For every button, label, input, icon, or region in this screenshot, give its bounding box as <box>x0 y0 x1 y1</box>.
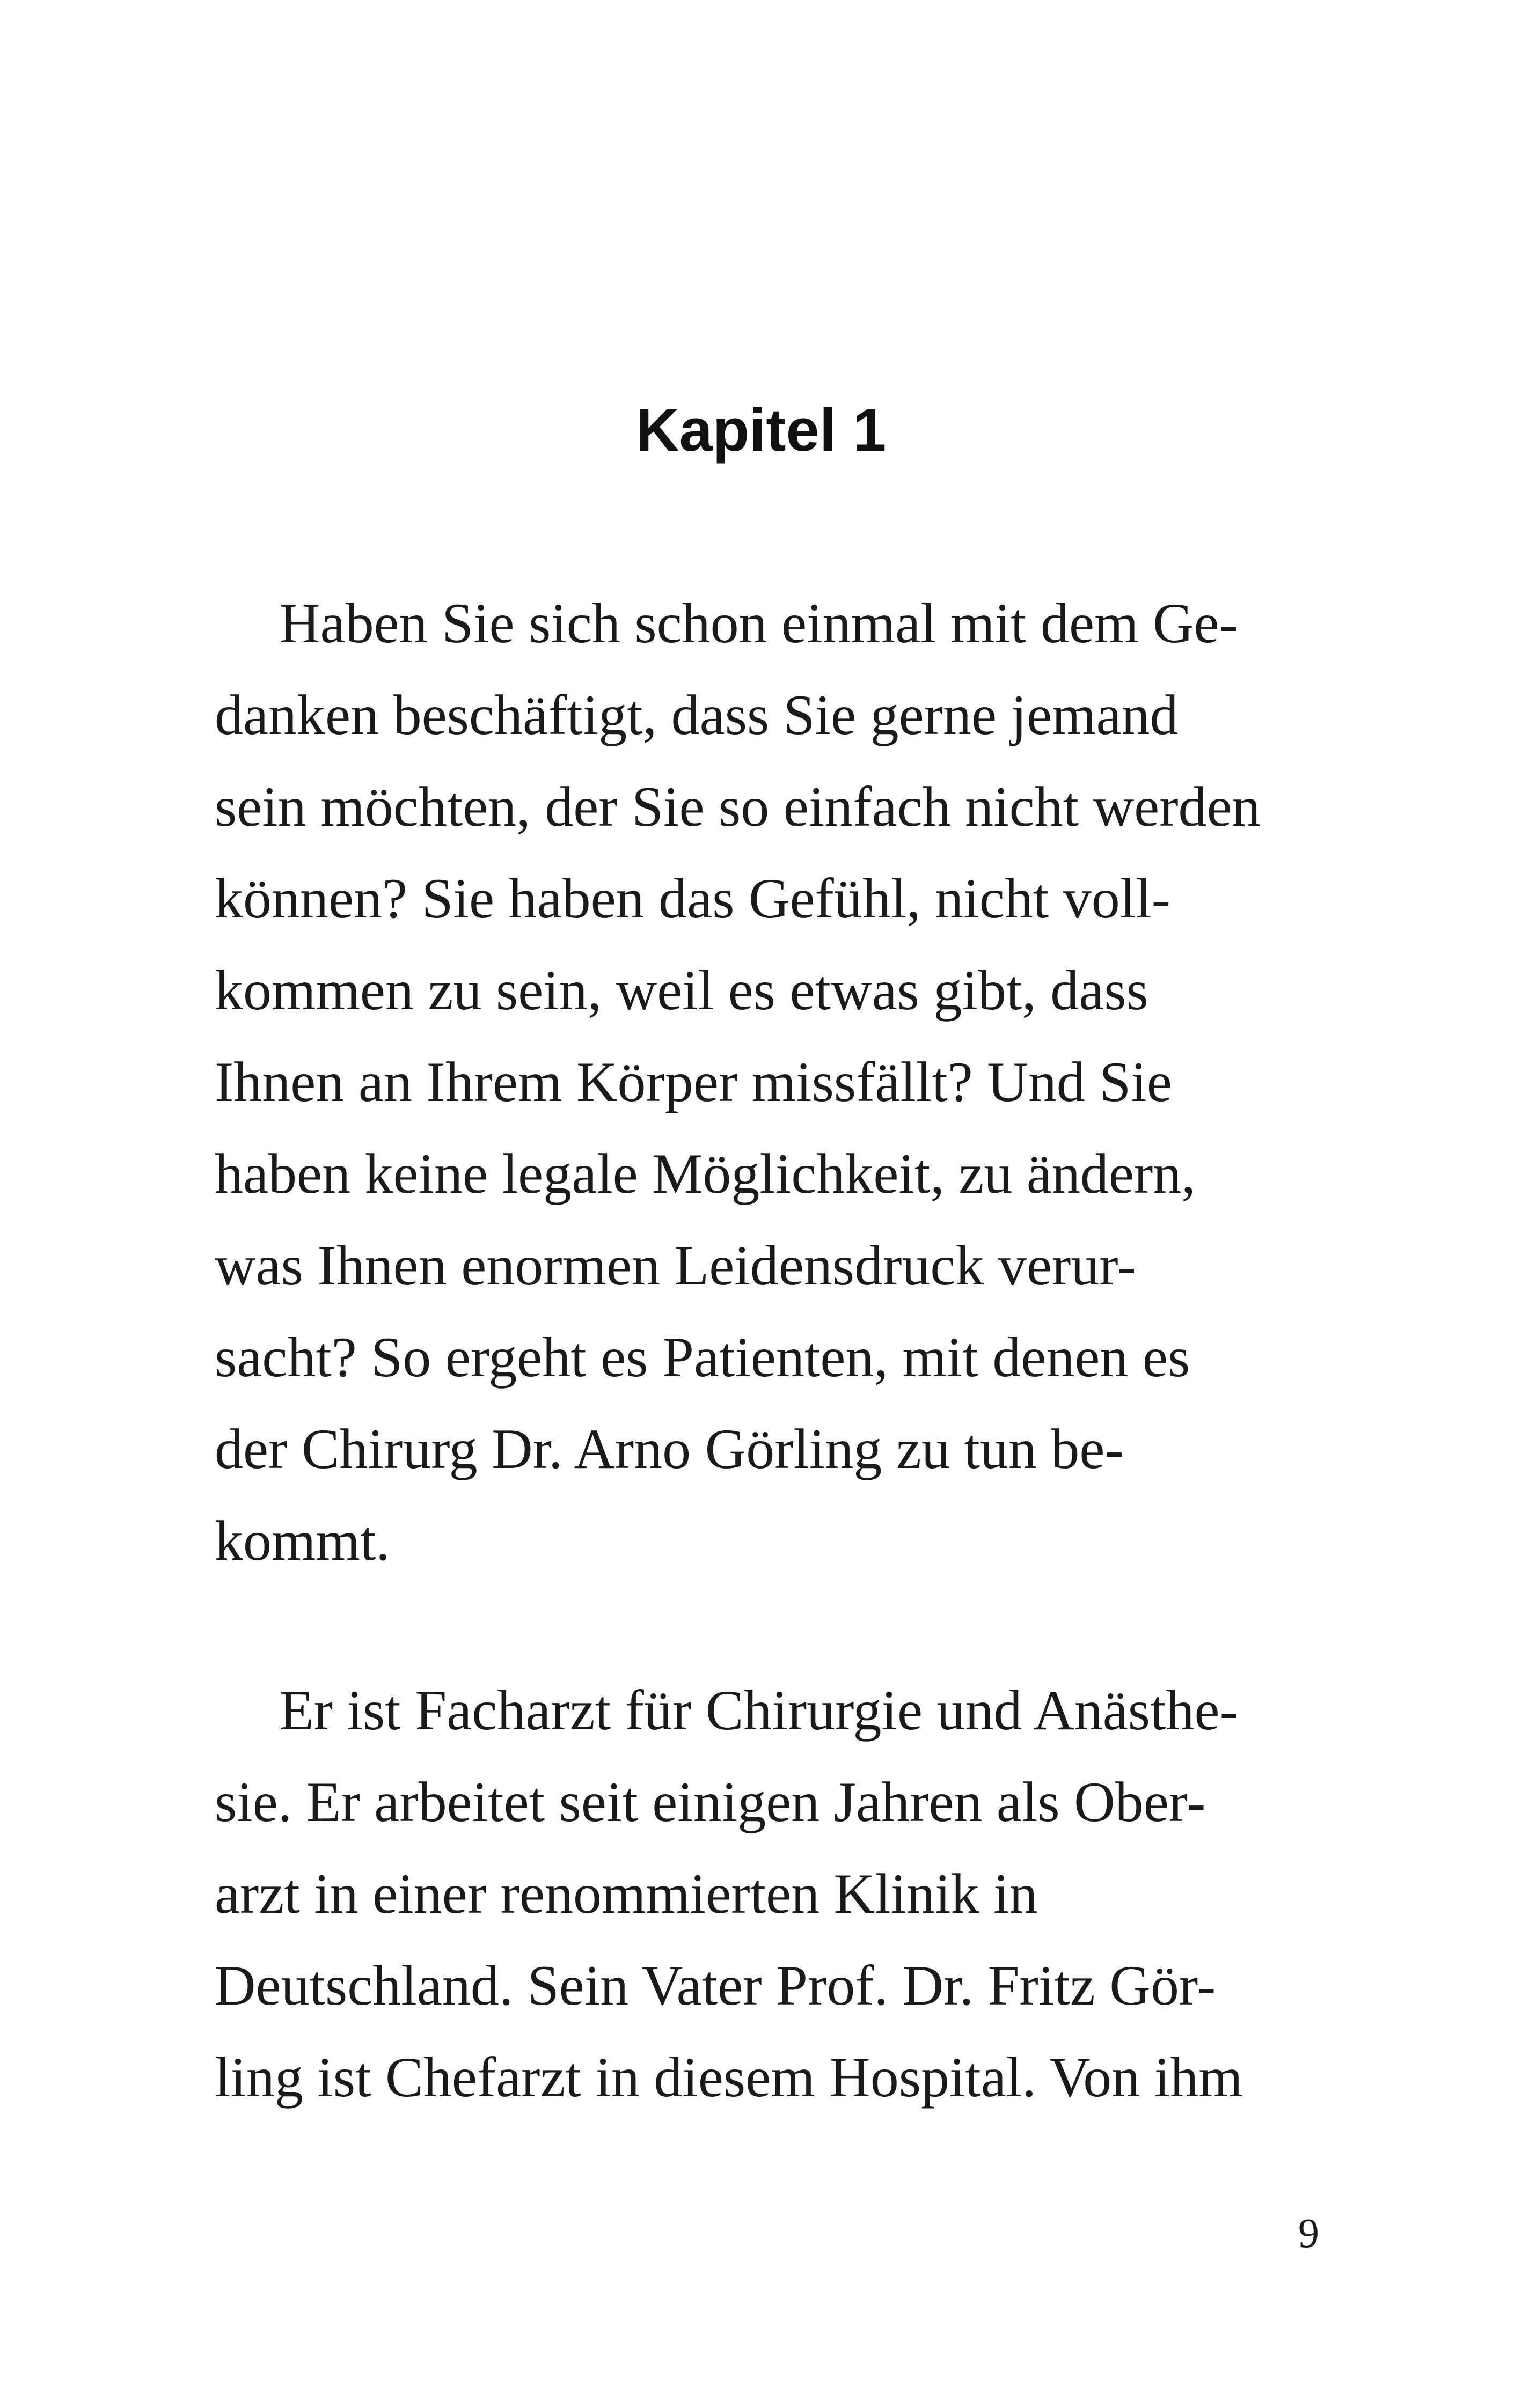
text-line: sacht? So ergeht es Patienten, mit denen es <box>215 1326 1190 1389</box>
text-line: Ihnen an Ihrem Körper missfällt? Und Sie <box>215 1051 1172 1113</box>
text-line: arzt in einer renommierten Klinik in <box>215 1862 1038 1925</box>
text-line: können? Sie haben das Gefühl, nicht voll- <box>215 867 1170 930</box>
text-line: sein möchten, der Sie so einfach nicht werden <box>215 775 1261 838</box>
text-line: Deutschland. Sein Vater Prof. Dr. Fritz Gör- <box>215 1954 1216 2017</box>
text-line: der Chirurg Dr. Arno Görling zu tun be- <box>215 1418 1124 1480</box>
paragraph-2 <box>215 1664 1331 2123</box>
chapter-title: Kapitel 1 <box>635 397 887 464</box>
text-line: kommt. <box>215 1509 390 1572</box>
text-line: was Ihnen enormen Leidensdruck verur- <box>215 1234 1136 1297</box>
page-number: 9 <box>1298 2209 1319 2256</box>
paragraph-1 <box>215 577 1331 1587</box>
text-line: ling ist Chefarzt in diesem Hospital. Von ihm <box>215 2046 1243 2109</box>
text-line: Er ist Facharzt für Chirurgie und Anästhe- <box>279 1679 1239 1742</box>
text-line: Haben Sie sich schon einmal mit dem Ge- <box>279 592 1238 655</box>
text-line: danken beschäftigt, dass Sie gerne jemand <box>215 684 1179 746</box>
text-line: haben keine legale Möglichkeit, zu ändern, <box>215 1142 1196 1205</box>
text-line: kommen zu sein, weil es etwas gibt, dass <box>215 959 1148 1022</box>
text-line: sie. Er arbeitet seit einigen Jahren als Ober- <box>215 1771 1206 1833</box>
